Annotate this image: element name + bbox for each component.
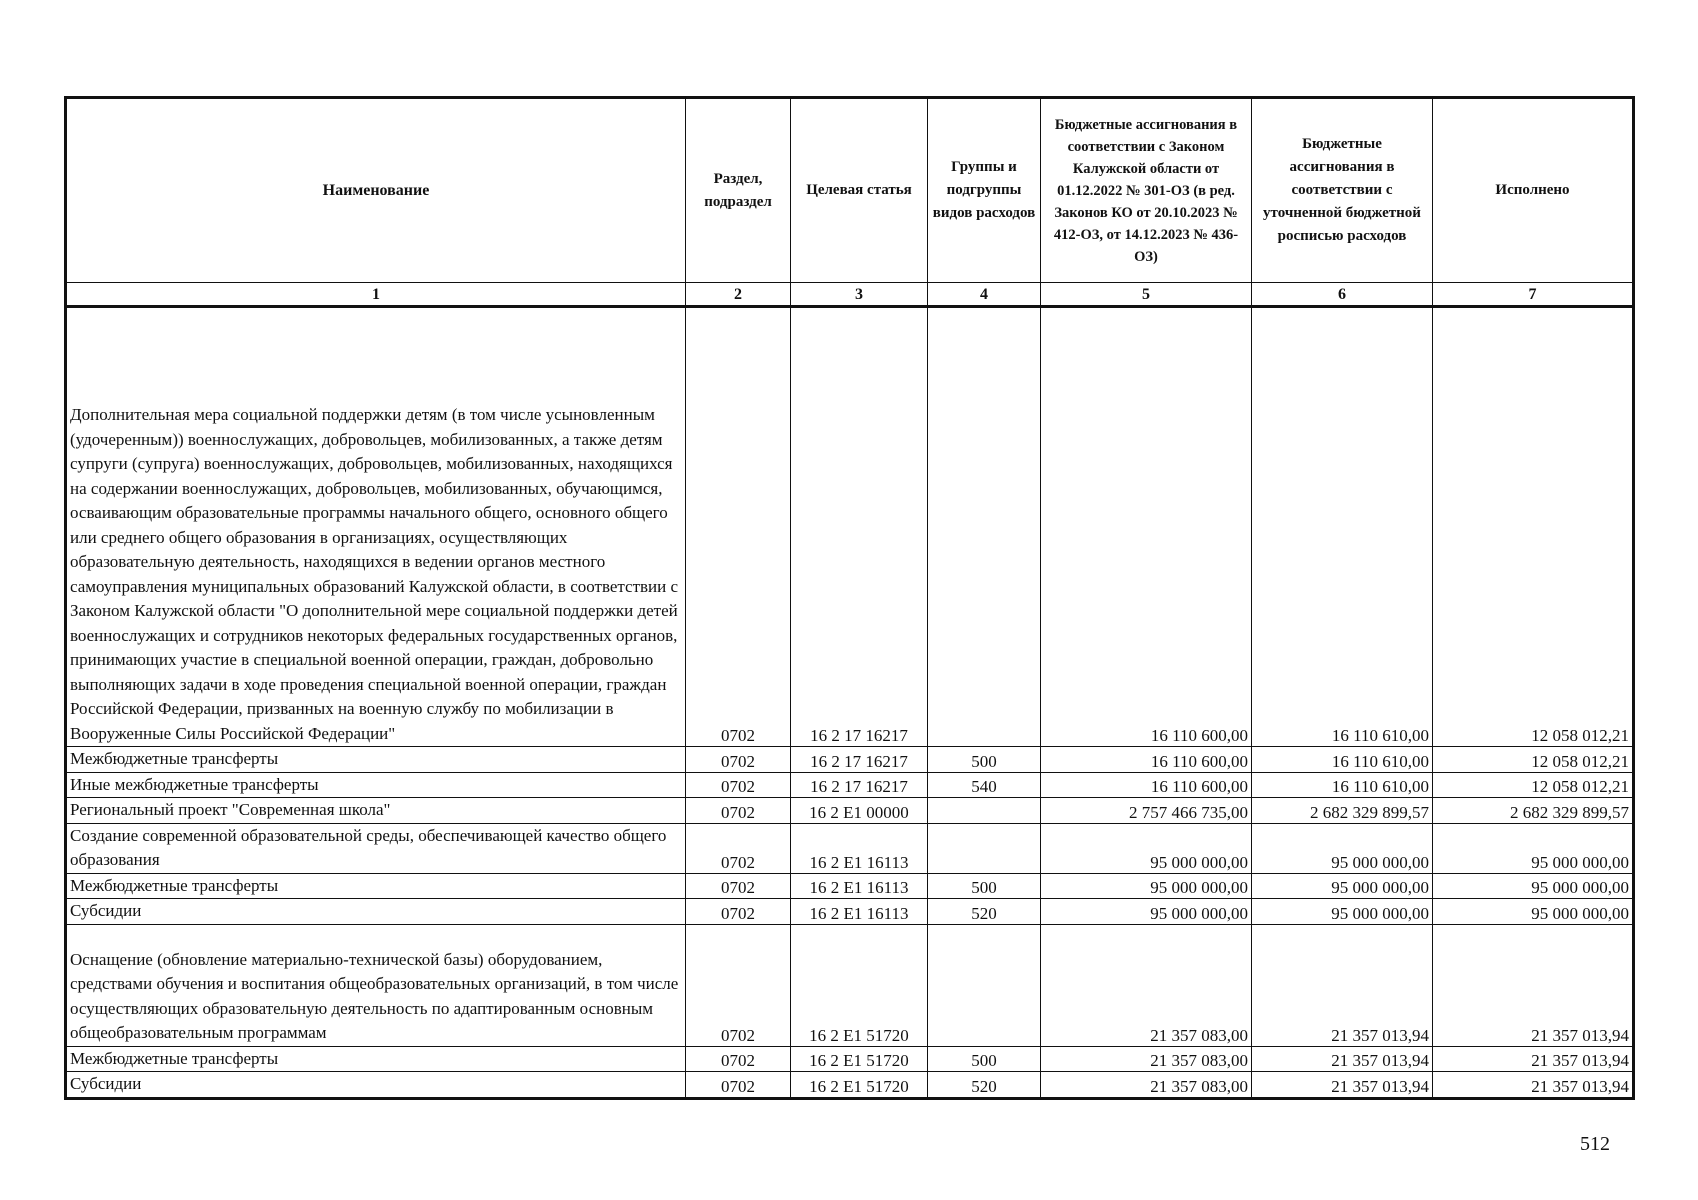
row-law-amount: 21 357 083,00: [1041, 1072, 1252, 1099]
row-section: 0702: [686, 798, 791, 824]
row-target: 16 2 17 16217: [791, 307, 928, 747]
row-group: [928, 924, 1041, 1046]
table-row: [66, 899, 1634, 925]
header-executed: Исполнено: [1433, 98, 1634, 283]
header-groups: Группы и подгруппы видов расходов: [928, 98, 1041, 283]
page-number: 512: [1580, 1133, 1610, 1155]
row-name: Межбюджетные трансферты: [66, 1046, 686, 1072]
row-name: Дополнительная мера социальной поддержки детям (в том числе усыновленным (удочеренным)) военнослужащих, добровольцев, мобилизованных, а также детям супруги (супруга) военнослужащих, добровольцев, мобилизованных, находящихся на содержании военнослужащих, добровольцев, мобилизованных, обучающимся, осваивающим образовательные программы начального общего, основного общего или среднего общего образования в организациях, осуществляющих образовательную деятельность, находящихся в ведении органов местного самоуправления муниципальных образований Калужской области, в соответствии с Законом Калужской области "О дополнительной мере социальной поддержки детей военнослужащих и сотрудников некоторых федеральных государственных органов, принимающих участие в специальной военной операции, граждан, добровольно выполняющих задачи в ходе проведения специальной военной операции, граждан Российской Федерации, призванных на военную службу по мобилизации в Вооруженные Силы Российской Федерации": [66, 307, 686, 747]
column-number-row: [66, 283, 1634, 307]
row-law-amount: 16 110 600,00: [1041, 747, 1252, 773]
column-number: 1: [66, 283, 686, 307]
row-executed-amount: 21 357 013,94: [1433, 1072, 1634, 1099]
table-row: [66, 1072, 1634, 1099]
row-executed-amount: 95 000 000,00: [1433, 823, 1634, 873]
row-law-amount: 21 357 083,00: [1041, 924, 1252, 1046]
header-law: Бюджетные ассигнования в соответствии с Законом Калужской области от 01.12.2022 № 301-ОЗ (в ред. Законов КО от 20.10.2023 № 412-ОЗ, от 14.12.2023 № 436-ОЗ): [1041, 98, 1252, 283]
row-target: 16 2 E1 16113: [791, 899, 928, 925]
table-row: [66, 307, 1634, 747]
row-section: 0702: [686, 747, 791, 773]
row-name: Субсидии: [66, 1072, 686, 1099]
row-executed-amount: 2 682 329 899,57: [1433, 798, 1634, 824]
row-group: [928, 823, 1041, 873]
row-group: 520: [928, 1072, 1041, 1099]
row-schedule-amount: 16 110 610,00: [1252, 772, 1433, 798]
row-target: 16 2 17 16217: [791, 747, 928, 773]
row-name: Иные межбюджетные трансферты: [66, 772, 686, 798]
row-name: Субсидии: [66, 899, 686, 925]
row-executed-amount: 21 357 013,94: [1433, 924, 1634, 1046]
row-section: 0702: [686, 307, 791, 747]
row-target: 16 2 E1 51720: [791, 1072, 928, 1099]
row-name: Создание современной образовательной среды, обеспечивающей качество общего образования: [66, 823, 686, 873]
column-number: 5: [1041, 283, 1252, 307]
row-name: Межбюджетные трансферты: [66, 747, 686, 773]
column-number: 3: [791, 283, 928, 307]
row-executed-amount: 21 357 013,94: [1433, 1046, 1634, 1072]
column-number: 6: [1252, 283, 1433, 307]
row-executed-amount: 12 058 012,21: [1433, 747, 1634, 773]
table-row: [66, 772, 1634, 798]
row-executed-amount: 95 000 000,00: [1433, 899, 1634, 925]
row-group: 500: [928, 873, 1041, 899]
row-group: 520: [928, 899, 1041, 925]
header-name: Наименование: [66, 98, 686, 283]
row-schedule-amount: 2 682 329 899,57: [1252, 798, 1433, 824]
table-row: [66, 873, 1634, 899]
row-schedule-amount: 16 110 610,00: [1252, 307, 1433, 747]
row-section: 0702: [686, 873, 791, 899]
row-schedule-amount: 21 357 013,94: [1252, 1072, 1433, 1099]
row-target: 16 2 E1 51720: [791, 924, 928, 1046]
column-number: 2: [686, 283, 791, 307]
row-target: 16 2 E1 51720: [791, 1046, 928, 1072]
row-law-amount: 16 110 600,00: [1041, 772, 1252, 798]
column-number: 7: [1433, 283, 1634, 307]
row-section: 0702: [686, 823, 791, 873]
header-schedule: Бюджетные ассигнования в соответствии с уточненной бюджетной росписью расходов: [1252, 98, 1433, 283]
row-law-amount: 95 000 000,00: [1041, 873, 1252, 899]
row-section: 0702: [686, 1046, 791, 1072]
row-law-amount: 21 357 083,00: [1041, 1046, 1252, 1072]
row-target: 16 2 E1 16113: [791, 873, 928, 899]
table-row: [66, 823, 1634, 873]
header-row: [66, 98, 1634, 283]
row-schedule-amount: 16 110 610,00: [1252, 747, 1433, 773]
row-name: Региональный проект "Современная школа": [66, 798, 686, 824]
row-executed-amount: 12 058 012,21: [1433, 307, 1634, 747]
header-target: Целевая статья: [791, 98, 928, 283]
row-section: 0702: [686, 1072, 791, 1099]
row-name: Оснащение (обновление материально-технической базы) оборудованием, средствами обучения и воспитания общеобразовательных организаций, в том числе осуществляющих образовательную деятельность по адаптированным основным общеобразовательным программам: [66, 924, 686, 1046]
row-schedule-amount: 95 000 000,00: [1252, 899, 1433, 925]
budget-table: [64, 96, 1635, 1100]
row-schedule-amount: 21 357 013,94: [1252, 924, 1433, 1046]
row-law-amount: 2 757 466 735,00: [1041, 798, 1252, 824]
row-law-amount: 16 110 600,00: [1041, 307, 1252, 747]
row-target: 16 2 17 16217: [791, 772, 928, 798]
row-group: 500: [928, 1046, 1041, 1072]
row-schedule-amount: 21 357 013,94: [1252, 1046, 1433, 1072]
row-executed-amount: 95 000 000,00: [1433, 873, 1634, 899]
table-row: [66, 1046, 1634, 1072]
row-section: 0702: [686, 899, 791, 925]
row-section: 0702: [686, 772, 791, 798]
row-section: 0702: [686, 924, 791, 1046]
header-section: Раздел, подраздел: [686, 98, 791, 283]
row-group: 500: [928, 747, 1041, 773]
row-law-amount: 95 000 000,00: [1041, 899, 1252, 925]
row-name: Межбюджетные трансферты: [66, 873, 686, 899]
row-group: [928, 798, 1041, 824]
row-group: 540: [928, 772, 1041, 798]
row-schedule-amount: 95 000 000,00: [1252, 873, 1433, 899]
column-number: 4: [928, 283, 1041, 307]
row-law-amount: 95 000 000,00: [1041, 823, 1252, 873]
table-row: [66, 924, 1634, 1046]
row-schedule-amount: 95 000 000,00: [1252, 823, 1433, 873]
row-executed-amount: 12 058 012,21: [1433, 772, 1634, 798]
row-group: [928, 307, 1041, 747]
row-target: 16 2 E1 00000: [791, 798, 928, 824]
table-row: [66, 747, 1634, 773]
row-target: 16 2 E1 16113: [791, 823, 928, 873]
table-row: [66, 798, 1634, 824]
